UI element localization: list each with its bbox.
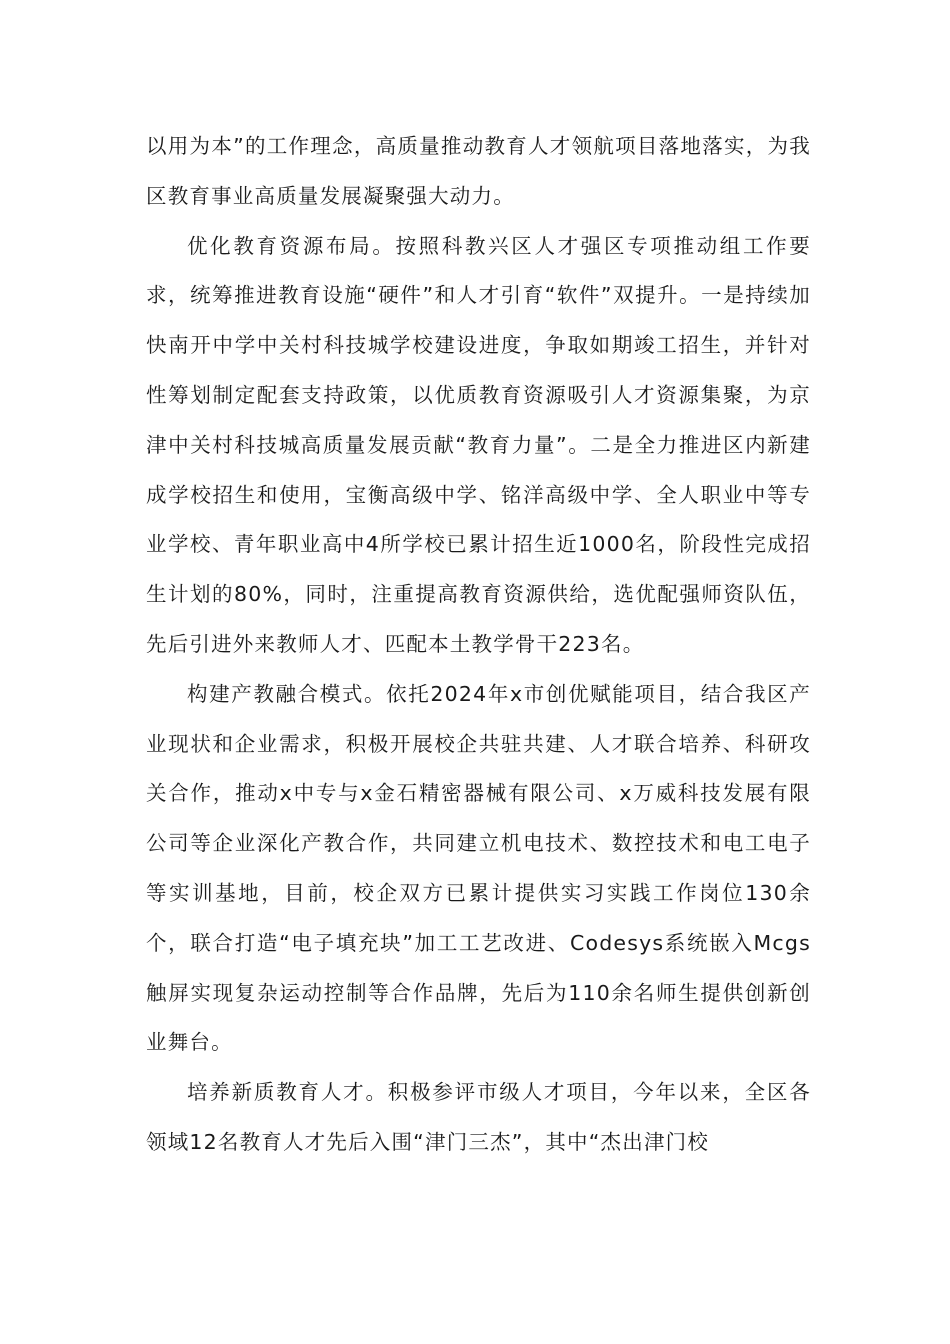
paragraph-optimize-resources: 优化教育资源布局。按照科教兴区人才强区专项推动组工作要求，统筹推进教育设施“硬件”和人才引育“软件”双提升。一是持续加快南开中学中关村科技城学校建设进度，争取如期竣工招生，并针对性筹划制定配套支持政策，以优质教育资源吸引人才资源集聚，为京津中关村科技城高质量发展贡献“教育力量”。二是全力推进区内新建成学校招生和使用，宝衡高级中学、铭洋高级中学、全人职业中等专业学校、青年职业高中4所学校已累计招生近1000名，阶段性完成招生计划的80%，同时，注重提高教育资源供给，选优配强师资队伍，先后引进外来教师人才、匹配本土教学骨干223名。 — [146, 233, 811, 656]
paragraph-industry-education: 构建产教融合模式。依托2024年x市创优赋能项目，结合我区产业现状和企业需求，积极开展校企共驻共建、人才联合培养、科研攻关合作，推动x中专与x金石精密器械有限公司、x万威科技发展有限公司等企业深化产教合作，共同建立机电技术、数控技术和电工电子等实训基地，目前，校企双方已累计提供实习实践工作岗位130余个，联合打造“电子填充块”加工工艺改进、Codesys系统嵌入Mcgs触屏实现复杂运动控制等合作品牌，先后为110余名师生提供创新创业舞台。 — [146, 681, 811, 1055]
paragraph-cultivate-talent: 培养新质教育人才。积极参评市级人才项目，今年以来，全区各领域12名教育人才先后入围“津门三杰”，其中“杰出津门校 — [146, 1080, 811, 1154]
paragraph-work-philosophy: 以用为本”的工作理念，高质量推动教育人才领航项目落地落实，为我区教育事业高质量发展凝聚强大动力。 — [146, 134, 811, 208]
document-body — [146, 122, 811, 1168]
